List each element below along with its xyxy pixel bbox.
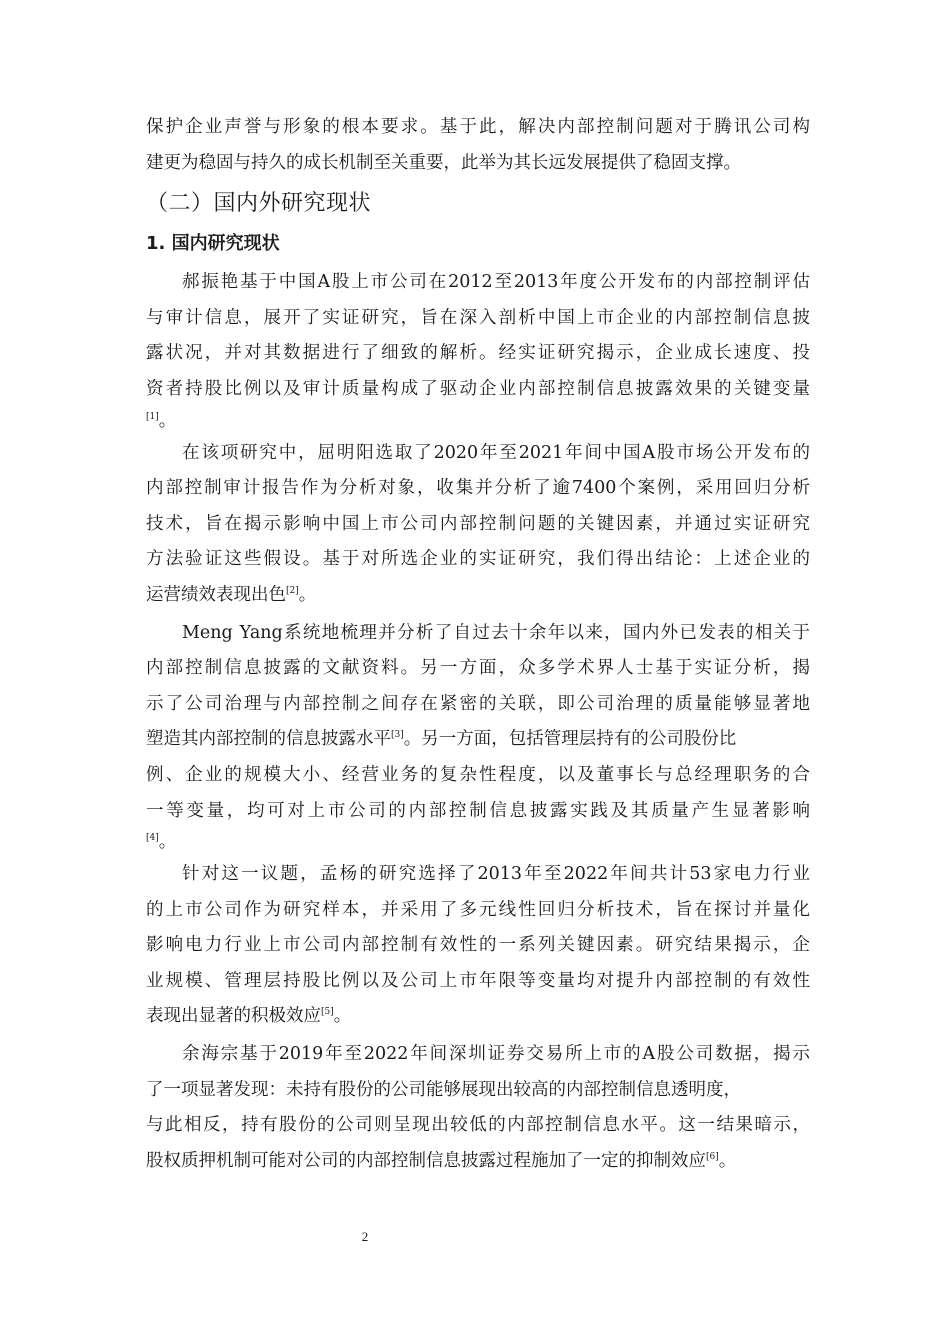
text-line: 郝振艳基于中国A股上市公司在2012至2013年度公开发布的内部控制评估: [182, 272, 810, 293]
text-line: 与审计信息，展开了实证研究，旨在深入剖析中国上市企业的内部控制信息披: [146, 307, 810, 328]
text-line: 例、企业的规模大小、经营业务的复杂性程度，以及董事长与总经理职务的合: [146, 764, 810, 785]
line-text: 表现出显著的积极效应: [146, 1006, 321, 1027]
citation-ref: [1]: [146, 411, 159, 422]
sentence-end: 。: [718, 1150, 737, 1171]
text-line: [146, 722, 810, 758]
paragraph-meng-yang-2: [146, 857, 810, 1035]
citation-ref: [6]: [706, 1152, 719, 1163]
page-body: [146, 110, 810, 1179]
paragraph-hao-zhenyan: [146, 265, 810, 433]
text-line: 资者持股比例以及审计质量构成了驱动企业内部控制信息披露效果的关键变量: [146, 378, 810, 399]
sentence-end: 。: [158, 410, 177, 431]
text-line: 业规模、管理层持股比例以及公司上市年限等变量均对提升内部控制的有效性: [146, 970, 810, 991]
text-line: 技术，旨在揭示影响中国上市公司内部控制问题的关键因素，并通过实证研究: [146, 513, 810, 534]
text-line: [146, 408, 810, 434]
paragraph-qu-mingyang: [146, 436, 810, 614]
sentence-end: 。: [158, 832, 177, 853]
intro-paragraph: [146, 110, 810, 181]
text-line: [146, 1144, 810, 1180]
text-line: 内部控制信息披露的文献资料。另一方面，众多学术界人士基于实证分析，揭: [146, 658, 810, 679]
text-line: 方法验证这些假设。基于对所选企业的实证研究，我们得出结论：上述企业的: [146, 549, 810, 570]
text-line: 建更为稳固与持久的成长机制至关重要，此举为其长远发展提供了稳固支撑。: [146, 152, 741, 173]
text-line: 保护企业声誉与形象的根本要求。基于此，解决内部控制问题对于腾讯公司构: [146, 117, 810, 137]
sentence-end: 。: [298, 584, 317, 605]
text-line: 的上市公司作为研究样本，并采用了多元线性回归分析技术，旨在探讨并量化: [146, 899, 810, 920]
paragraph-meng-yang: [146, 616, 810, 856]
sub-heading: 1. 国内研究现状: [146, 233, 280, 255]
citation-ref: [2]: [286, 586, 299, 597]
citation-ref: [3]: [391, 730, 404, 741]
text-line: 了一项显著发现：未持有股份的公司能够展现出较高的内部控制信息透明度，: [146, 1079, 741, 1100]
text-line: 一等变量，均可对上市公司的内部控制信息披露实践及其质量产生显著影响: [146, 800, 810, 821]
line-text: 运营绩效表现出色: [146, 584, 286, 605]
text-line: 针对这一议题，孟杨的研究选择了2013年至2022年间共计53家电力行业: [182, 864, 810, 885]
sentence-end: 。: [333, 1006, 352, 1027]
line-text: 塑造其内部控制的信息披露水平: [146, 729, 391, 750]
text-line: 内部控制审计报告作为分析对象，收集并分析了逾7400个案例，采用回归分析: [146, 478, 810, 499]
section-heading: （二）国内外研究现状: [146, 191, 372, 217]
text-line: 示了公司治理与内部控制之间存在紧密的关联，即公司治理的质量能够显著地: [146, 693, 810, 714]
text-line: 影响电力行业上市公司内部控制有效性的一系列关键因素。研究结果揭示，企: [146, 935, 810, 956]
text-line: 余海宗基于2019年至2022年间深圳证券交易所上市的A股公司数据，揭示: [182, 1044, 810, 1065]
text-line: Meng Yang系统地梳理并分析了自过去十余年以来，国内外已发表的相关于: [182, 622, 810, 643]
paragraph-yu-haizong: [146, 1037, 810, 1179]
text-line: 与此相反，持有股份的公司则呈现出较低的内部控制信息水平。这一结果暗示，: [146, 1115, 810, 1136]
text-line: [146, 999, 810, 1035]
text-line: [146, 578, 810, 614]
line-text: 。另一方面，包括管理层持有的公司股份比: [403, 729, 737, 750]
citation-ref: [4]: [146, 833, 159, 844]
text-line: 露状况，并对其数据进行了细致的解析。经实证研究揭示，企业成长速度、投: [146, 343, 810, 364]
page-number: 2: [361, 1229, 369, 1244]
line-text: 股权质押机制可能对公司的内部控制信息披露过程施加了一定的抑制效应: [146, 1150, 706, 1171]
text-line: [146, 829, 810, 855]
text-line: 在该项研究中，屈明阳选取了2020年至2021年间中国A股市场公开发布的: [182, 442, 810, 463]
citation-ref: [5]: [321, 1007, 334, 1018]
